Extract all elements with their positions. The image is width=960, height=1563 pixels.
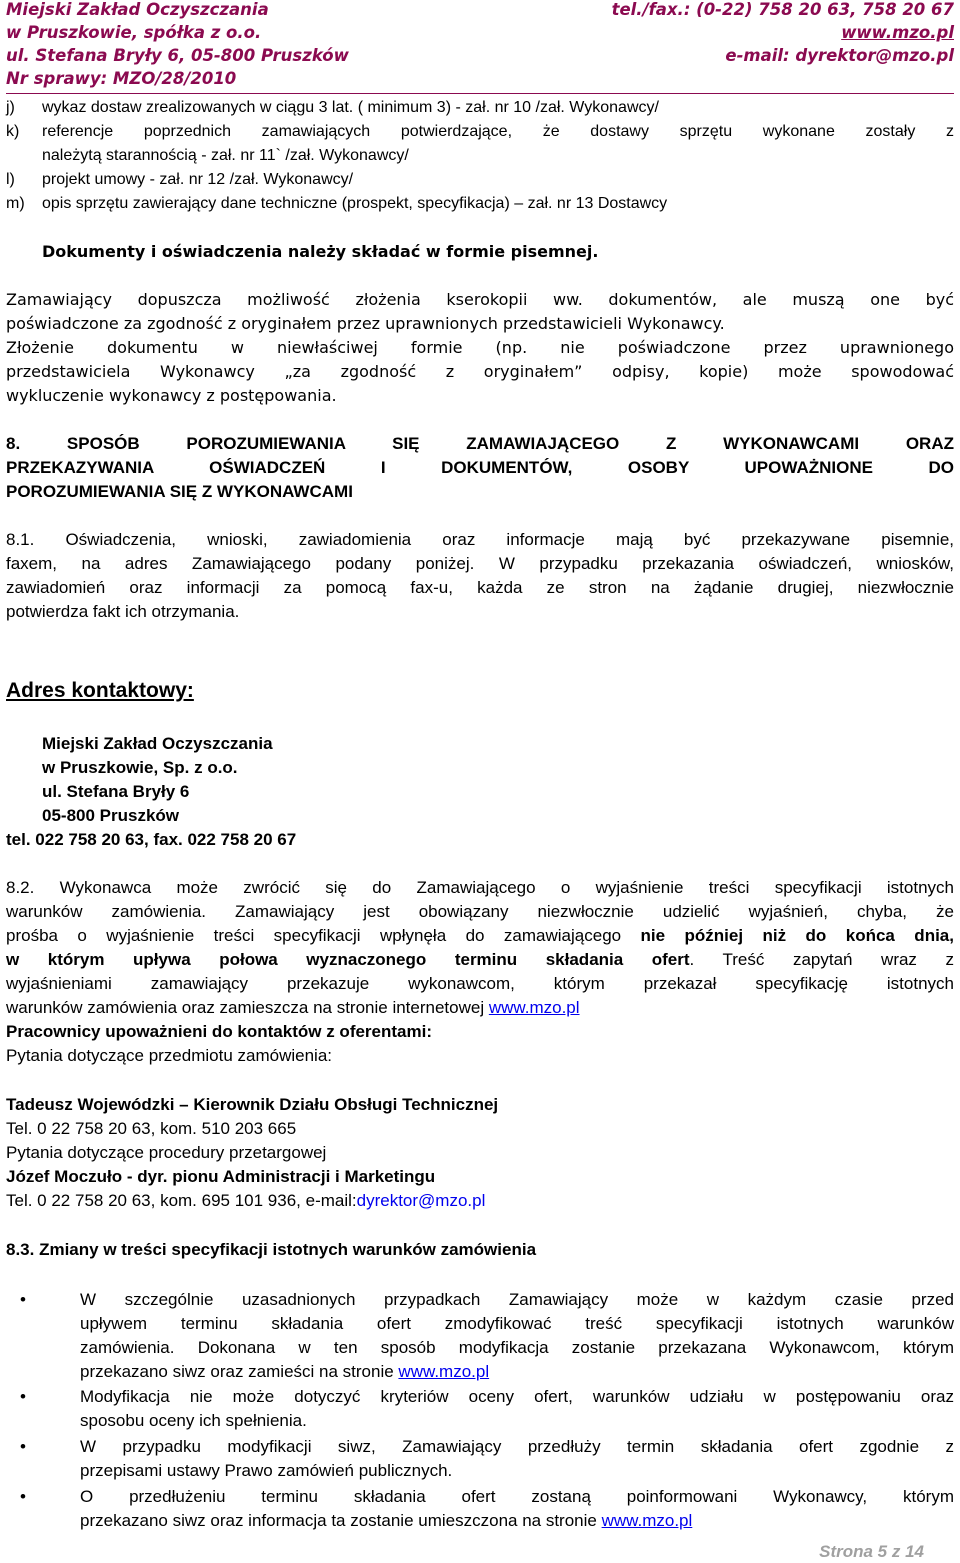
person-2-contact bbox=[6, 1189, 485, 1213]
person-2-name: Józef Moczuło - dyr. pionu Administracji i Marketingu bbox=[6, 1167, 436, 1186]
website-link[interactable]: www.mzo.pl bbox=[601, 1511, 693, 1530]
list-item-text: wykaz dostaw zrealizowanych w ciągu 3 lat. ( minimum 3) - zał. nr 10 /zał. Wykonawcy/ bbox=[42, 99, 659, 116]
paragraph-text: . Treść zapytań wraz z bbox=[689, 950, 954, 969]
bullet-text: Modyfikacja nie może dotyczyć kryteriów oceny ofert, warunków udziału w postępowaniu oraz bbox=[80, 1387, 954, 1406]
bullet-text: W przypadku modyfikacji siwz, Zamawiający przedłuży termin składania ofert zgodnie z bbox=[80, 1437, 954, 1456]
paragraph-line: potwierdza fakt ich otrzymania. bbox=[6, 602, 240, 621]
document-page bbox=[6, 0, 954, 1563]
contact-address-block bbox=[42, 732, 273, 828]
bullet-marker: • bbox=[20, 1387, 26, 1406]
header-line-3 bbox=[6, 46, 954, 70]
list-marker: k) bbox=[6, 123, 20, 140]
list-marker: j) bbox=[6, 99, 15, 116]
section-title-line: 8. SPOSÓB POROZUMIEWANIA SIĘ ZAMAWIAJĄCEGO Z WYKONAWCAMI ORAZ bbox=[6, 434, 954, 453]
website-link[interactable]: www.mzo.pl bbox=[398, 1362, 490, 1381]
header-line-4 bbox=[6, 69, 954, 93]
paragraph-line: 8.2. Wykonawca może zwrócić się do Zamawiającego o wyjaśnienie treści specyfikacji istotnych bbox=[6, 878, 954, 897]
procedure-questions-label: Pytania dotyczące procedury przetargowej bbox=[6, 1143, 327, 1162]
bullet-text bbox=[80, 1509, 954, 1533]
contact-line: w Pruszkowie, Sp. z o.o. bbox=[42, 758, 238, 777]
bullet-item-3 bbox=[6, 1435, 954, 1483]
bullet-text-part: przekazano siwz oraz zamieści na stronie bbox=[80, 1362, 399, 1381]
paragraph-line: wykluczenie wykonawcy z postępowania. bbox=[6, 386, 337, 405]
header-line-1 bbox=[6, 0, 954, 24]
bullet-text: W szczególnie uzasadnionych przypadkach Zamawiający może w każdym czasie przed bbox=[80, 1290, 954, 1309]
bullet-item-2 bbox=[6, 1385, 954, 1433]
staff-heading: Pracownicy upoważnieni do kontaktów z oferentami: bbox=[6, 1022, 433, 1041]
bullet-text: O przedłużeniu terminu składania ofert zostaną poinformowani Wykonawcy, którym bbox=[80, 1487, 954, 1506]
paragraph-text: prośba o wyjaśnienie treści specyfikacji wpłynęła do zamawiającego bbox=[6, 926, 641, 945]
email-link[interactable]: dyrektor@mzo.pl bbox=[356, 1191, 486, 1210]
section-8-2-paragraph bbox=[6, 876, 954, 1020]
contact-heading: Adres kontaktowy: bbox=[6, 679, 194, 702]
paragraph-line: wyjaśnieniami zamawiający przekazuje wykonawcom, którym przekazał specyfikację istotnych bbox=[6, 974, 954, 993]
bullet-text bbox=[80, 1360, 954, 1384]
contact-line: 05-800 Pruszków bbox=[42, 806, 180, 825]
bullet-item-1 bbox=[6, 1288, 954, 1384]
person-1-phone: Tel. 0 22 758 20 63, kom. 510 203 665 bbox=[6, 1119, 297, 1138]
section-8-1-paragraph bbox=[6, 528, 954, 624]
contact-phone: tel. 022 758 20 63, fax. 022 758 20 67 bbox=[6, 830, 297, 849]
deadline-emphasis: w którym upływa połowa wyznaczonego terminu składania ofert bbox=[6, 950, 690, 969]
copies-paragraph bbox=[6, 288, 954, 408]
paragraph-line: 8.1. Oświadczenia, wnioski, zawiadomienia oraz informacje mają być przekazywane pisemnie, bbox=[6, 530, 954, 549]
contact-line: ul. Stefana Bryły 6 bbox=[42, 782, 190, 801]
bullet-text: zamówienia. Dokonana w ten sposób modyfikacja zostanie przekazana Wykonawcom, którym bbox=[80, 1338, 954, 1357]
list-marker: l) bbox=[6, 171, 15, 188]
section-title-line: POROZUMIEWANIA SIĘ Z WYKONAWCAMI bbox=[6, 482, 353, 501]
company-email[interactable]: e-mail: dyrektor@mzo.pl bbox=[725, 46, 954, 65]
paragraph-line bbox=[6, 924, 954, 948]
case-number: Nr sprawy: MZO/28/2010 bbox=[6, 69, 237, 88]
person-2-phone: Tel. 0 22 758 20 63, kom. 695 101 936, e-mail: bbox=[6, 1191, 357, 1210]
paragraph-line: Złożenie dokumentu w niewłaściwej formie (np. nie poświadczone przez uprawnionego bbox=[6, 338, 954, 357]
company-phone: tel./fax.: (0-22) 758 20 63, 758 20 67 bbox=[611, 0, 954, 19]
bullet-marker: • bbox=[20, 1487, 26, 1506]
company-address: ul. Stefana Bryły 6, 05-800 Pruszków bbox=[6, 46, 349, 65]
company-location: w Pruszkowie, spółka z o.o. bbox=[6, 23, 262, 42]
paragraph-line: faxem, na adres Zamawiającego podany poniżej. W przypadku przekazania oświadczeń, wniosków, bbox=[6, 554, 954, 573]
header-separator bbox=[6, 93, 954, 94]
contact-line: Miejski Zakład Oczyszczania bbox=[42, 734, 273, 753]
bullet-text-part: przekazano siwz oraz informacja ta zostanie umieszczona na stronie bbox=[80, 1511, 602, 1530]
deadline-emphasis: nie później niż do końca dnia, bbox=[640, 926, 954, 945]
header-line-2 bbox=[6, 23, 954, 47]
list-item-text: referencje poprzednich zamawiających potwierdzające, że dostawy sprzętu wykonane zostały z bbox=[42, 123, 954, 140]
paragraph-line: przedstawiciela Wykonawcy „za zgodność z oryginałem” odpisy, kopie) może spowodować bbox=[6, 362, 954, 381]
paragraph-line bbox=[6, 996, 954, 1020]
paragraph-line bbox=[6, 948, 954, 972]
paragraph-line: warunków zamówienia. Zamawiający jest obowiązany niezwłocznie udzielić wyjaśnień, chyba, że bbox=[6, 902, 954, 921]
bullet-item-4 bbox=[6, 1485, 954, 1533]
page-number: Strona 5 z 14 bbox=[819, 1542, 924, 1561]
subject-questions-label: Pytania dotyczące przedmiotu zamówienia: bbox=[6, 1046, 332, 1065]
paragraph-line: poświadczone za zgodność z oryginałem przez uprawnionych przedstawicieli Wykonawcy. bbox=[6, 314, 725, 333]
bullet-text: przepisami ustawy Prawo zamówień publicznych. bbox=[80, 1461, 453, 1480]
list-marker: m) bbox=[6, 195, 25, 212]
website-link[interactable]: www.mzo.pl bbox=[488, 998, 580, 1017]
paragraph-line: zawiadomień oraz informacji za pomocą fax-u, każda ze stron na żądanie drugiej, niezwłocznie bbox=[6, 578, 954, 597]
paragraph-text: warunków zamówienia oraz zamieszcza na stronie internetowej bbox=[6, 998, 489, 1017]
section-title-line: PRZEKAZYWANIA OŚWIADCZEŃ I DOKUMENTÓW, OSOBY UPOWAŻNIONE DO bbox=[6, 458, 954, 477]
bullet-text: sposobu oceny ich spełnienia. bbox=[80, 1411, 307, 1430]
company-name: Miejski Zakład Oczyszczania bbox=[6, 0, 269, 19]
paragraph-line: Zamawiający dopuszcza możliwość złożenia kserokopii ww. dokumentów, ale muszą one być bbox=[6, 290, 954, 309]
bullet-marker: • bbox=[20, 1290, 26, 1309]
person-1-name: Tadeusz Wojewódzki – Kierownik Działu Obsługi Technicznej bbox=[6, 1095, 499, 1114]
list-item-text: należytą starannością - zał. nr 11` /zał. Wykonawcy/ bbox=[42, 147, 409, 164]
list-item-text: projekt umowy - zał. nr 12 /zał. Wykonawcy/ bbox=[42, 171, 354, 188]
bullet-marker: • bbox=[20, 1437, 26, 1456]
list-item-text: opis sprzętu zawierający dane techniczne (prospekt, specyfikacja) – zał. nr 13 Dostawcy bbox=[42, 195, 668, 212]
section-8-title bbox=[6, 432, 954, 504]
bullet-text: upływem terminu składania ofert zmodyfikować treść specyfikacji istotnych warunków bbox=[80, 1314, 954, 1333]
documents-note: Dokumenty i oświadczenia należy składać w formie pisemnej. bbox=[42, 242, 599, 261]
company-website-link[interactable]: www.mzo.pl bbox=[841, 23, 954, 42]
section-8-3-title: 8.3. Zmiany w treści specyfikacji istotnych warunków zamówienia bbox=[6, 1240, 537, 1259]
